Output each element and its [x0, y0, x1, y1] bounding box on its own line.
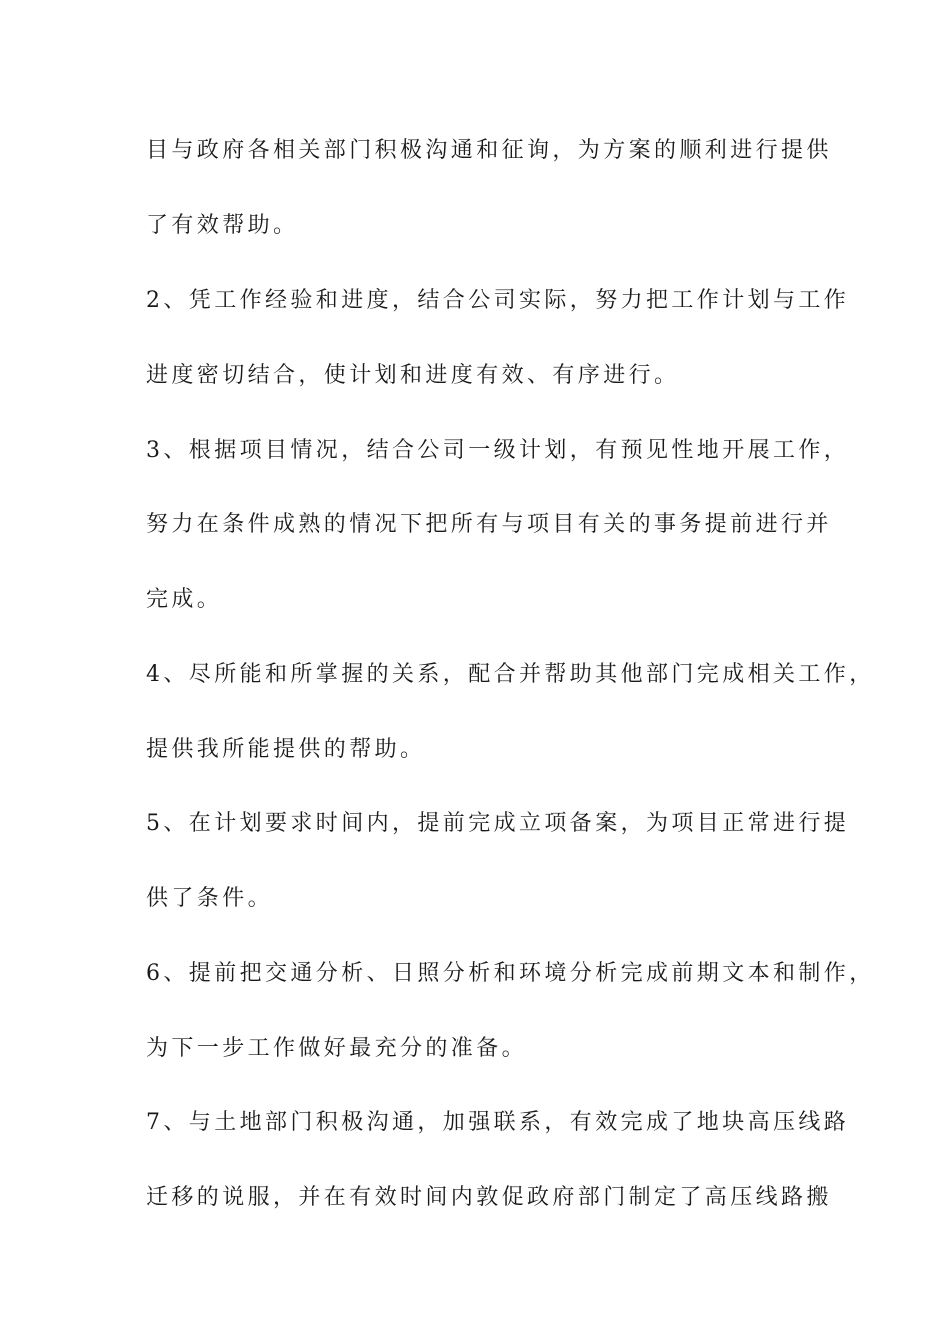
text-line: 了有效帮助。	[146, 213, 299, 238]
text-line: 4、尽所能和所掌握的关系，配合并帮助其他部门完成相关工作，	[146, 662, 875, 687]
text-line: 3、根据项目情况，结合公司一级计划，有预见性地开展工作，	[146, 438, 850, 463]
text-line: 6、提前把交通分析、日照分析和环境分析完成前期文本和制作，	[146, 961, 875, 986]
text-line: 迁移的说服，并在有效时间内敦促政府部门制定了高压线路搬	[146, 1185, 832, 1210]
text-line: 供了条件。	[146, 886, 274, 911]
text-line: 进度密切结合，使计划和进度有效、有序进行。	[146, 363, 680, 388]
text-line: 完成。	[146, 587, 223, 612]
text-line: 目与政府各相关部门积极沟通和征询，为方案的顺利进行提供	[146, 138, 832, 163]
text-line: 7、与土地部门积极沟通，加强联系，有效完成了地块高压线路	[146, 1110, 850, 1135]
text-line: 努力在条件成熟的情况下把所有与项目有关的事务提前进行并	[146, 512, 832, 537]
text-line: 提供我所能提供的帮助。	[146, 737, 426, 762]
text-line: 为下一步工作做好最充分的准备。	[146, 1036, 528, 1061]
text-line: 5、在计划要求时间内，提前完成立项备案，为项目正常进行提	[146, 811, 850, 836]
text-line: 2、凭工作经验和进度，结合公司实际，努力把工作计划与工作	[146, 288, 850, 313]
